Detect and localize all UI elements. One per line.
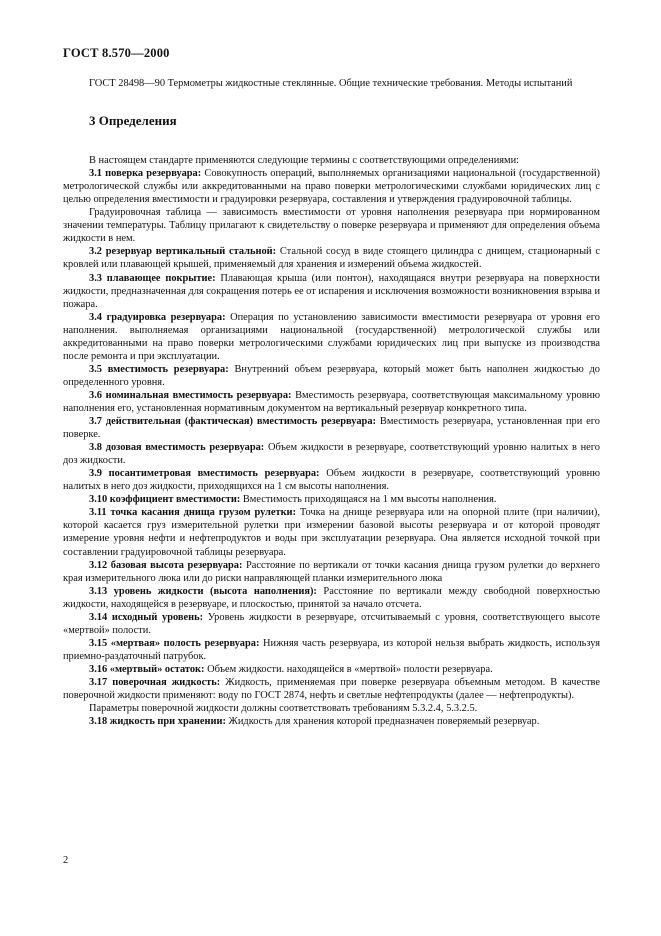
definition-text: Объем жидкости в резервуаре, соответствующий уровню налитых в него доз жидкости. [63,442,600,467]
term: 3.14 исходный уровень: [89,611,204,623]
term: 3.16 «мертвый» остаток: [89,663,205,675]
definition-text: Совокупность операций, выполняемых организациями национальной (государственной) метрологической службы или аккредитованными на право поверки метрологическими службами юридических лиц с целью определения вместимости и градуировки резервуара, составления и утверждения градуировочной таблицы. [63,168,600,206]
definition-3-3 [63,272,600,311]
reference-entry: ГОСТ 28498—90 Термометры жидкостные стеклянные. Общие технические требования. Методы испытаний [89,78,573,89]
term: 3.10 коэффициент вместимости: [89,494,241,506]
definition-3-12 [63,559,600,585]
definition-text: Внутренний объем резервуара, который может быть наполнен жидкостью до определенного уровня. [63,363,600,388]
definition-text: Жидкость для хранения которой предназначен поверяемый резервуар. [225,716,540,728]
term: 3.17 поверочная жидкость: [89,676,221,688]
definition-3-18 [63,715,600,728]
term: 3.18 жидкость при хранении: [89,716,226,728]
term: 3.7 действительная (фактическая) вместимость резервуара: [89,416,376,428]
definition-text: Нижняя часть резервуара, из которой нельзя выбрать жидкость, используя приемно-раздаточный патрубок. [63,637,600,662]
definition-text: Расстояние по вертикали от точки касания днища грузом рулетки до верхнего края измерительного люка или до риски направляющей планки измерительного люка [63,559,600,584]
definition-text: Параметры поверочной жидкости должны соответствовать требованиям 5.3.2.4, 5.3.2.5. [89,703,478,715]
definition-3-9 [63,467,600,493]
definition-text: Операция по установлению зависимости вместимости резервуара от уровня его наполнения. выполняемая организациями национальной (государственной) метрологической службы или аккредитованными на право поверки метрологическими службами юридических лиц при выпуске из производства после ремонта и при эксплуатации. [63,311,600,362]
definition-text: Вместимость резервуара, соответствующая максимальному уровню наполнения его, установленная нормативным документом на вертикальный резервуар конкретного типа. [63,389,600,414]
term: 3.15 «мертвая» полость резервуара: [89,637,260,649]
definition-3-15 [63,637,600,663]
definition-3-7 [63,415,600,441]
definition-note [63,702,600,715]
section-title: 3 Определения [89,113,177,129]
definition-3-17 [63,676,600,702]
term: 3.12 базовая высота резервуара: [89,559,243,571]
definition-text: Уровень жидкости в резервуаре, отсчитываемый с уровня, соответствующего высоте «мертвой» полости. [63,611,600,636]
lead-paragraph: В настоящем стандарте применяются следующие термины с соответствующими определениями: [89,155,520,167]
definition-text: Градуировочная таблица — зависимость вместимости от уровня наполнения резервуара при нормированном значении температуры. Таблицу прилагают к свидетельству о поверке резервуара и применяют для определения объема жидкости в нем. [63,207,600,245]
definition-3-2 [63,245,600,271]
definition-3-4 [63,311,600,363]
definition-text: Стальной сосуд в виде стоящего цилиндра с днищем, стационарный с кровлей или плавающей крышей, применяемый для хранения и измерений объема жидкостей. [63,246,600,271]
term: 3.11 точка касания днища грузом рулетки: [89,507,296,519]
term: 3.1 поверка резервуара: [89,168,202,180]
term: 3.4 градуировка резервуара: [89,311,226,323]
definition-note [63,206,600,245]
definition-text: Вместимость приходящаяся на 1 мм высоты наполнения. [240,494,497,506]
definition-text: Объем жидкости в резервуаре, соответствующий уровню налитых в него доз жидкости, приходящихся на 1 см высоты наполнения. [63,468,600,493]
term: 3.8 дозовая вместимость резервуара: [89,442,265,454]
definition-3-13 [63,585,600,611]
definition-3-16 [63,663,600,676]
definition-text: Плавающая крыша (или понтон), находящаяся внутри резервуара на поверхности жидкости, предназначенная для сокращения потерь ее от испарения и исключения возможности возникновения взрыва и пожара. [63,272,601,310]
term: 3.6 номинальная вместимость резервуара: [89,389,292,401]
term: 3.3 плавающее покрытие: [89,272,216,284]
definition-3-5 [63,363,600,389]
definition-text: Вместимость резервуара, установленная при его поверке. [63,416,600,441]
document-body [63,77,600,728]
page-number: 2 [63,855,69,866]
definition-text: Объем жидкости. находящейся в «мертвой» полости резервуара. [204,663,493,675]
definition-text: Точка на днище резервуара или на опорной плите (при наличии), которой касается груз измерительной рулетки при измерении базовой высоты резервуара и от которой проводят измерение уровня нефти и нефтепродуктов и воды при эксплуатации резервуара. Она является исходной точкой при составлении градуировочной таблицы резервуара. [63,507,600,558]
definition-3-6 [63,389,600,415]
definition-text: Жидкость, применяемая при поверке резервуара объемным методом. В качестве поверочной жидкости применяют: воду по ГОСТ 2874, нефть и светлые нефтепродукты (далее — нефтепродукты). [63,676,601,702]
term: 3.2 резервуар вертикальный стальной: [89,246,277,258]
definition-text: Расстояние по вертикали между свободной поверхностью жидкости, находящейся в резервуаре, и плоскостью, принятой за начало отсчета. [63,585,601,610]
definition-3-8 [63,441,600,467]
definition-3-14 [63,611,600,637]
definition-3-11 [63,506,600,558]
definition-3-10 [63,493,600,506]
term: 3.13 уровень жидкости (высота наполнения): [89,585,317,597]
term: 3.5 вместимость резервуара: [89,363,229,375]
definition-3-1 [63,167,600,206]
term: 3.9 посантиметровая вместимость резервуара: [89,468,320,480]
document-header: ГОСТ 8.570—2000 [63,46,170,60]
